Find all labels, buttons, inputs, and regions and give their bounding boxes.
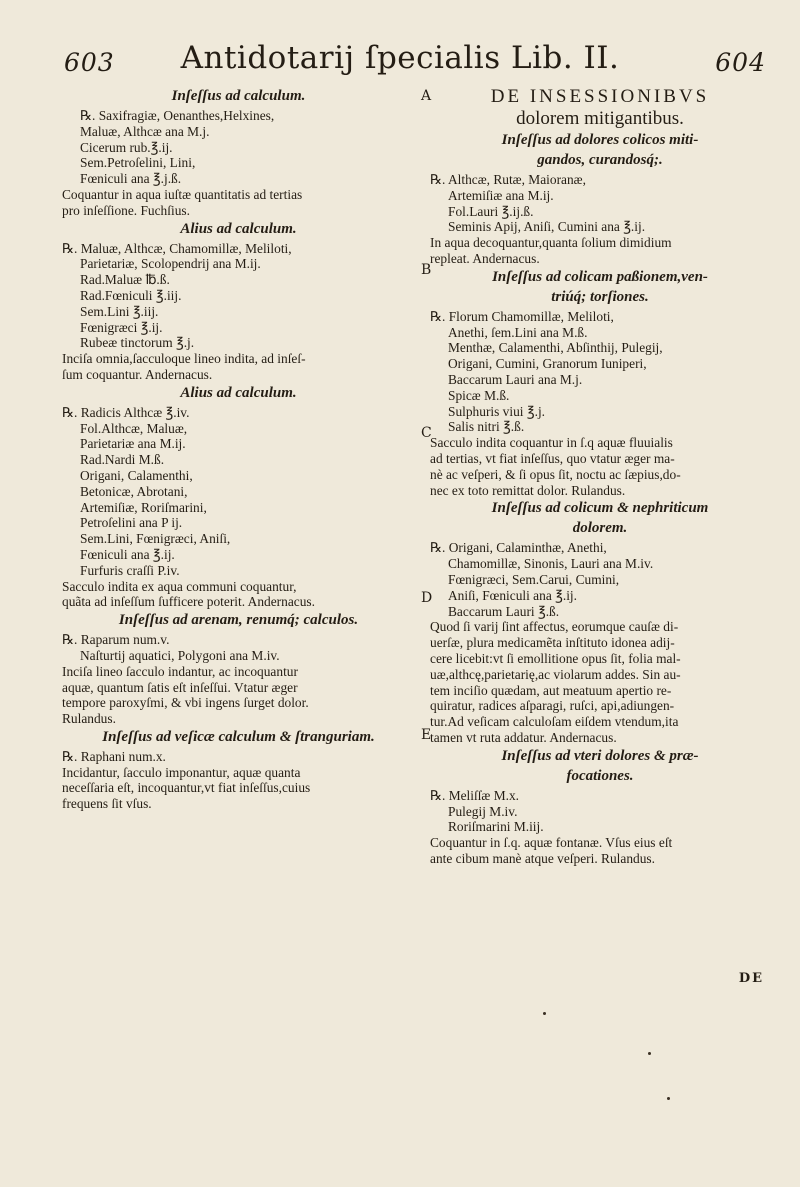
text-line: Fol.Lauri ℥.ij.ß. [448, 203, 534, 219]
text-line: ℞. Origani, Calaminthæ, Anethi, [430, 540, 607, 556]
text-line: ℞. Saxifragiæ, Oenanthes,Helxines, [80, 108, 275, 123]
text-line: uæ,althcę,parietarię,ac violarum addes. Sin au- [430, 666, 681, 682]
text-line: Seminis Apij, Aniſi, Cumini ana ℥.ij. [448, 219, 646, 235]
text-line: Fœnigræci, Sem.Carui, Cumini, [448, 571, 620, 587]
text-line: Parietariæ, Scolopendrij ana M.ij. [80, 256, 261, 272]
text-line: Sem.Lini, Fœnigræci, Aniſi, [80, 531, 231, 547]
catchword: DE [738, 971, 764, 986]
text-line: Maluæ, Althcæ ana M.j. [80, 123, 210, 139]
text-line: Inciſa omnia,ſacculoque lineo indita, ad inſeſ- [62, 351, 306, 367]
running-head: Antidotarij ſpecialis Lib. II. [180, 40, 620, 76]
recipe-heading: triúq́; torſiones. [551, 288, 649, 305]
recipe-heading: focationes. [566, 767, 634, 784]
text-line: Anethi, ſem.Lini ana M.ß. [448, 324, 588, 340]
paper-spot [667, 1097, 670, 1100]
text-line: ℞. Maluæ, Althcæ, Chamomillæ, Meliloti, [62, 240, 292, 256]
text-line: Rulandus. [62, 711, 116, 727]
text-line: quãta ad inſeſſum ſufficere poterit. Andernacus. [62, 594, 315, 610]
text-line: ℞. Radicis Althcæ ℥.iv. [62, 404, 190, 420]
section-title: DE INSESSIONIBVS [490, 86, 710, 107]
text-line: pro inſeſſione. Fuchſius. [62, 202, 190, 218]
text-line: uerſæ, plura medicamẽta inſtituto idonea adij- [430, 635, 675, 651]
text-line: cere licebit:vt ſi emollitione opus ſit, folia mal- [430, 650, 681, 666]
text-line: neceſſaria eſt, incoquantur,vt fiat inſeſſus,cuius [62, 780, 311, 796]
text-line: nè ac veſperi, & ſi opus ſit, noctu ac ſæpius,do- [430, 466, 681, 482]
text-line: Fol.Althcæ, Maluæ, [80, 420, 188, 436]
page-number-right: 604 [715, 48, 766, 77]
text-line: Artemiſiæ, Roriſmarini, [80, 499, 207, 515]
text-line: Sem.Petroſelini, Lini, [80, 155, 196, 171]
page-number-left: 603 [64, 48, 115, 77]
section-subtitle: dolorem mitigantibus. [516, 108, 684, 129]
text-line: tem inciſio quædam, aut meatuum apertio re- [430, 682, 672, 698]
text-line: ℞. Meliſſæ M.x. [430, 787, 520, 803]
text-line: Spicæ M.ß. [448, 387, 510, 403]
recipe-heading: Inſeſſus ad calculum. [171, 88, 306, 104]
recipe-heading: Inſeſſus ad colicam paßionem,ven- [492, 268, 708, 285]
text-line: ℞. Raphani num.x. [62, 748, 166, 764]
text-line: Fœniculi ana ℥.ij. [80, 546, 175, 562]
text-line: ℞. Florum Chamomillæ, Meliloti, [430, 308, 614, 324]
text-line: In aqua decoquantur,quanta ſolium dimidium [430, 235, 672, 251]
text-line: Sem.Lini ℥.iij. [80, 303, 159, 319]
recipe-heading: Inſeſſus ad arenam, renumq́; calculos. [118, 612, 359, 629]
text-line: nec ex toto remittat dolor. Rulandus. [430, 482, 626, 498]
text-line: Roriſmarini M.iij. [448, 819, 544, 835]
text-line: Fœniculi ana ℥.j.ß. [80, 171, 182, 187]
recipe-heading: Inſeſſus ad colicum & nephriticum [491, 500, 709, 517]
margin-letter-c: C [421, 425, 432, 441]
text-line: Sacculo indita ex aqua communi coquantur, [62, 578, 297, 594]
text-line: Salis nitri ℥.ß. [448, 419, 525, 435]
left-column [62, 86, 415, 812]
text-line: ſum coquantur. Andernacus. [62, 366, 213, 382]
text-line: Betonicæ, Abrotani, [80, 483, 188, 499]
text-line: tempore paroxyſmi, & vbi ingens ſurget dolor. [62, 695, 309, 711]
recipe-heading: Alius ad calculum. [180, 384, 297, 401]
text-line: repleat. Andernacus. [430, 250, 540, 266]
text-line: Sacculo indita coquantur in ſ.q aquæ fluuialis [430, 435, 673, 451]
text-line: Furfuris craſſi P.iv. [80, 562, 180, 578]
margin-letter-d: D [421, 590, 433, 606]
text-line: Origani, Calamenthi, [80, 467, 193, 483]
text-line: Naſturtij aquatici, Polygoni ana M.iv. [80, 647, 280, 663]
paper-spot [543, 1012, 546, 1015]
recipe-heading: Inſeſſus ad vteri dolores & præ- [501, 747, 699, 764]
right-column-body [430, 132, 770, 867]
margin-letter-b: B [421, 262, 432, 278]
text-line: Artemiſiæ ana M.ij. [448, 187, 554, 203]
text-line: Rad.Maluæ ℔.ß. [80, 272, 170, 288]
text-line: Chamomillæ, Sinonis, Lauri ana M.iv. [448, 556, 654, 572]
text-line: Menthæ, Calamenthi, Abſinthij, Pulegij, [448, 340, 663, 356]
text-line: Pulegij M.iv. [448, 803, 518, 819]
text-line: ad tertias, vt fiat inſeſſus, quo vtatur æger ma- [430, 450, 675, 466]
recipe-heading: Inſeſſus ad veſicæ calculum & ſtranguriam. [102, 728, 375, 745]
text-line: frequens ſit vſus. [62, 796, 152, 812]
text-line: Baccarum Lauri ℥.ß. [448, 603, 560, 619]
text-line: Coquantur in aqua iuſtæ quantitatis ad tertias [62, 186, 303, 202]
recipe-heading: Alius ad calculum. [180, 220, 297, 237]
text-line: Rubeæ tinctorum ℥.j. [80, 335, 195, 351]
text-line: ante cibum manè atque veſperi. Rulandus. [430, 850, 655, 866]
text-line: Baccarum Lauri ana M.j. [448, 371, 583, 387]
text-line: Parietariæ ana M.ij. [80, 436, 186, 452]
margin-letter-e: E [421, 727, 432, 743]
margin-letter-a: A [421, 88, 432, 104]
right-column [430, 86, 770, 867]
text-line: ℞. Raparum num.v. [62, 632, 170, 648]
text-line: tamen vt ruta addatur. Andernacus. [430, 729, 617, 745]
text-line: Petroſelini ana P ij. [80, 515, 183, 531]
text-line: Origani, Cumini, Granorum Iuniperi, [448, 356, 647, 372]
text-line: Cicerum rub.℥.ij. [80, 139, 173, 155]
text-line: tur.Ad veſicam calculoſam eiſdem vtendum,ita [430, 714, 679, 730]
text-line: Aniſi, Fœniculi ana ℥.ij. [448, 587, 577, 603]
text-line: Rad.Fœniculi ℥.iij. [80, 287, 182, 303]
text-line: quiratur, radices aſparagi, ruſci, api,adiungen- [430, 698, 675, 714]
text-line: Incidantur, ſacculo imponantur, aquæ quanta [62, 764, 301, 780]
recipe-heading: Inſeſſus ad dolores colicos miti- [501, 132, 699, 148]
text-line: Sulphuris viui ℥.j. [448, 403, 546, 419]
text-line: Inciſa lineo ſacculo indantur, ac incoquantur [62, 663, 298, 679]
text-line: Rad.Nardi M.ß. [80, 452, 165, 468]
text-line: aquæ, quantum ſatis eſt inſeſſui. Vtatur æger [62, 679, 298, 695]
text-line: Quod ſi varij ſint affectus, eorumque cauſæ di- [430, 619, 679, 635]
text-line: ℞. Althcæ, Rutæ, Maioranæ, [430, 172, 586, 187]
recipe-heading: gandos, curandosq́;. [537, 152, 663, 168]
text-line: Fœnigræci ℥.ij. [80, 319, 163, 335]
recipe-heading: dolorem. [572, 520, 628, 537]
paper-spot [648, 1052, 651, 1055]
text-line: Coquantur in ſ.q. aquæ fontanæ. Vſus eius eſt [430, 835, 673, 851]
